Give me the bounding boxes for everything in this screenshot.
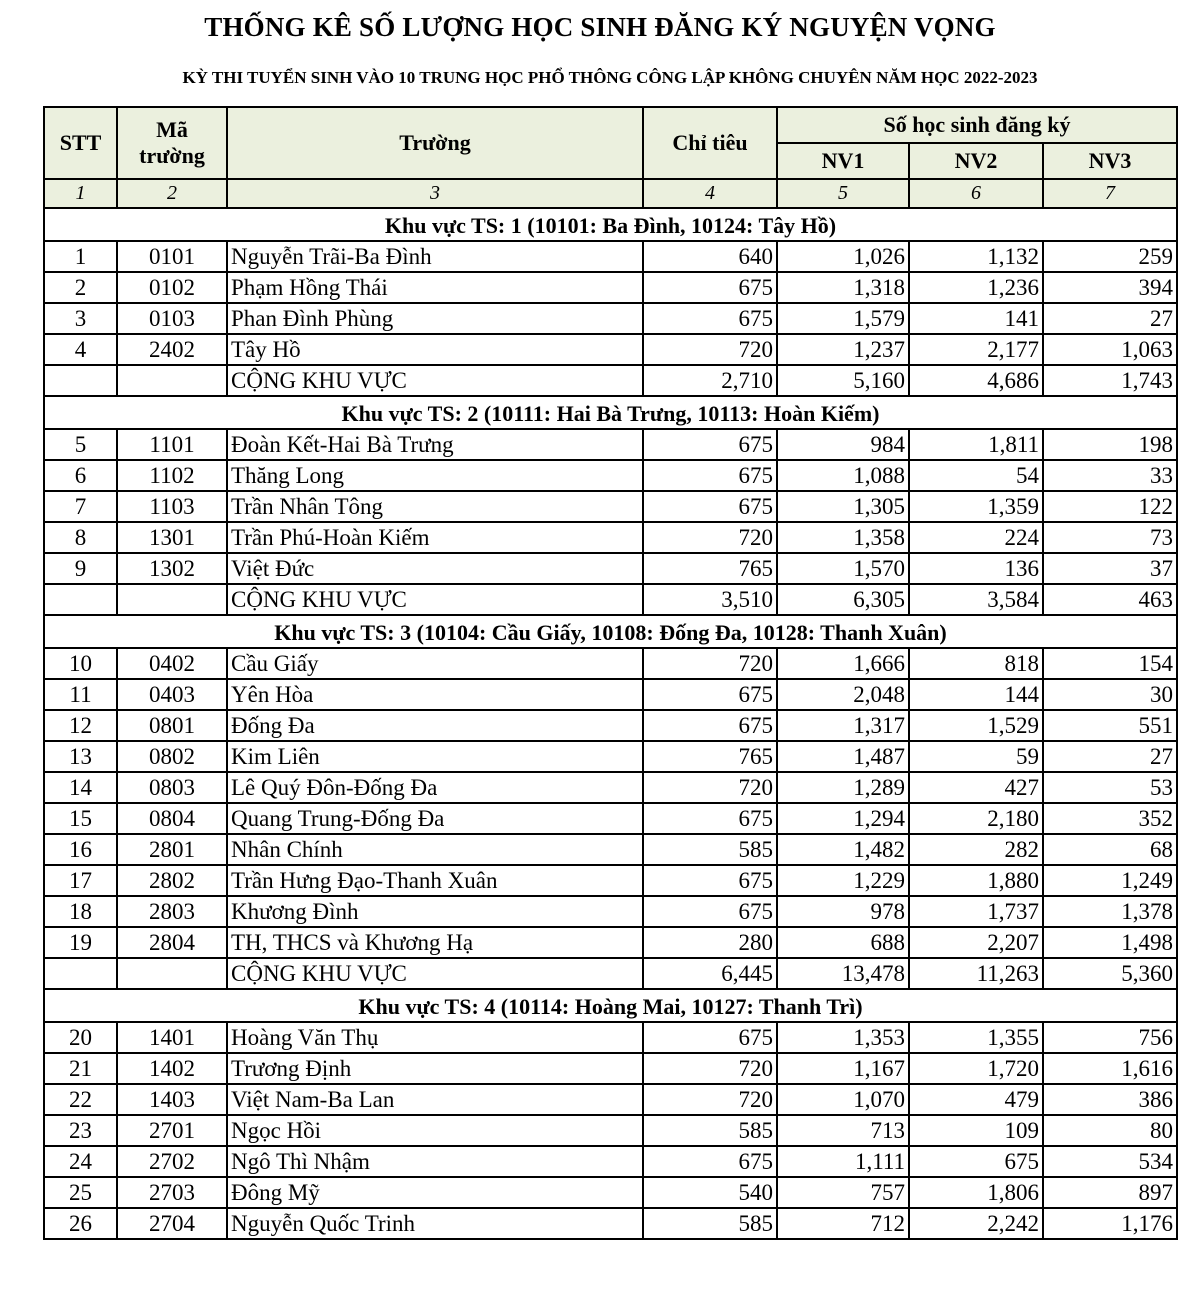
cell-nv2: 11,263 (909, 958, 1043, 989)
cell-nv2: 2,242 (909, 1208, 1043, 1239)
cell-quota: 675 (643, 429, 777, 460)
cell-school-code: 1102 (117, 460, 227, 491)
cell-school-code: 2803 (117, 896, 227, 927)
cell-school-code: 1401 (117, 1022, 227, 1053)
cell-school-code (117, 365, 227, 396)
cell-nv1: 1,088 (777, 460, 909, 491)
table-row (44, 1115, 1177, 1146)
cell-nv3: 27 (1043, 741, 1177, 772)
cell-school-code: 1402 (117, 1053, 227, 1084)
cell-stt: 17 (44, 865, 117, 896)
cell-school-name: Khương Đình (227, 896, 643, 927)
cell-nv2: 818 (909, 648, 1043, 679)
cell-quota: 540 (643, 1177, 777, 1208)
cell-school-code: 2801 (117, 834, 227, 865)
cell-nv3: 30 (1043, 679, 1177, 710)
table-body (44, 208, 1177, 1239)
cell-school-name: Cầu Giấy (227, 648, 643, 679)
cell-nv2: 1,880 (909, 865, 1043, 896)
col-number: 6 (909, 179, 1043, 208)
cell-stt: 26 (44, 1208, 117, 1239)
cell-stt: 4 (44, 334, 117, 365)
cell-nv2: 1,737 (909, 896, 1043, 927)
cell-stt: 12 (44, 710, 117, 741)
cell-stt: 1 (44, 241, 117, 272)
cell-school-name: CỘNG KHU VỰC (227, 584, 643, 615)
cell-quota: 585 (643, 1208, 777, 1239)
cell-nv1: 1,167 (777, 1053, 909, 1084)
cell-nv1: 1,289 (777, 772, 909, 803)
cell-nv3: 5,360 (1043, 958, 1177, 989)
cell-school-name: Kim Liên (227, 741, 643, 772)
cell-school-name: Thăng Long (227, 460, 643, 491)
cell-school-code: 1302 (117, 553, 227, 584)
cell-stt: 22 (44, 1084, 117, 1115)
cell-quota: 720 (643, 648, 777, 679)
cell-nv3: 68 (1043, 834, 1177, 865)
table-row (44, 491, 1177, 522)
cell-nv1: 712 (777, 1208, 909, 1239)
cell-school-name: Trần Hưng Đạo-Thanh Xuân (227, 865, 643, 896)
cell-nv2: 427 (909, 772, 1043, 803)
cell-stt: 19 (44, 927, 117, 958)
table-row (44, 803, 1177, 834)
cell-nv3: 1,743 (1043, 365, 1177, 396)
cell-stt: 11 (44, 679, 117, 710)
cell-stt (44, 958, 117, 989)
cell-quota: 585 (643, 1115, 777, 1146)
cell-quota: 675 (643, 460, 777, 491)
cell-school-code: 2804 (117, 927, 227, 958)
cell-quota: 720 (643, 1084, 777, 1115)
cell-stt: 9 (44, 553, 117, 584)
cell-nv3: 756 (1043, 1022, 1177, 1053)
table-row (44, 553, 1177, 584)
cell-stt: 10 (44, 648, 117, 679)
cell-school-code: 0103 (117, 303, 227, 334)
cell-school-code: 0803 (117, 772, 227, 803)
table-row (44, 1022, 1177, 1053)
cell-stt: 8 (44, 522, 117, 553)
cell-nv1: 1,070 (777, 1084, 909, 1115)
cell-school-name: Nhân Chính (227, 834, 643, 865)
cell-stt: 6 (44, 460, 117, 491)
table-row (44, 865, 1177, 896)
cell-stt: 7 (44, 491, 117, 522)
cell-nv3: 386 (1043, 1084, 1177, 1115)
cell-school-name: Hoàng Văn Thụ (227, 1022, 643, 1053)
cell-school-name: CỘNG KHU VỰC (227, 958, 643, 989)
cell-nv1: 1,666 (777, 648, 909, 679)
cell-school-code: 1301 (117, 522, 227, 553)
cell-nv1: 1,237 (777, 334, 909, 365)
cell-school-code: 2402 (117, 334, 227, 365)
table-row (44, 927, 1177, 958)
cell-nv1: 6,305 (777, 584, 909, 615)
cell-quota: 585 (643, 834, 777, 865)
cell-school-name: Việt Đức (227, 553, 643, 584)
cell-nv1: 1,570 (777, 553, 909, 584)
cell-nv3: 352 (1043, 803, 1177, 834)
cell-nv2: 2,180 (909, 803, 1043, 834)
cell-quota: 720 (643, 334, 777, 365)
cell-nv2: 109 (909, 1115, 1043, 1146)
cell-stt: 14 (44, 772, 117, 803)
table-row (44, 1053, 1177, 1084)
cell-nv3: 1,176 (1043, 1208, 1177, 1239)
region-header-row (44, 989, 1177, 1022)
header-nv2: NV2 (909, 143, 1043, 179)
cell-nv3: 1,616 (1043, 1053, 1177, 1084)
cell-school-name: Nguyễn Quốc Trinh (227, 1208, 643, 1239)
cell-school-name: Ngô Thì Nhậm (227, 1146, 643, 1177)
cell-nv1: 1,318 (777, 272, 909, 303)
cell-nv1: 1,294 (777, 803, 909, 834)
cell-school-code: 0403 (117, 679, 227, 710)
cell-stt: 5 (44, 429, 117, 460)
cell-school-name: Việt Nam-Ba Lan (227, 1084, 643, 1115)
cell-quota: 675 (643, 679, 777, 710)
cell-nv3: 897 (1043, 1177, 1177, 1208)
col-number: 5 (777, 179, 909, 208)
cell-school-name: Yên Hòa (227, 679, 643, 710)
page-subtitle: KỲ THI TUYỂN SINH VÀO 10 TRUNG HỌC PHỔ THÔNG CÔNG LẬP KHÔNG CHUYÊN NĂM HỌC 2022-2023 (182, 68, 1038, 87)
cell-nv1: 1,353 (777, 1022, 909, 1053)
cell-nv2: 224 (909, 522, 1043, 553)
table-row (44, 429, 1177, 460)
cell-nv2: 136 (909, 553, 1043, 584)
cell-school-name: Ngọc Hồi (227, 1115, 643, 1146)
cell-quota: 675 (643, 272, 777, 303)
table-row (44, 460, 1177, 491)
cell-nv1: 2,048 (777, 679, 909, 710)
table-row (44, 1208, 1177, 1239)
region-header-row (44, 208, 1177, 241)
cell-nv3: 1,249 (1043, 865, 1177, 896)
table-row (44, 334, 1177, 365)
cell-school-name: Trương Định (227, 1053, 643, 1084)
cell-nv2: 59 (909, 741, 1043, 772)
cell-quota: 280 (643, 927, 777, 958)
cell-school-name: Đông Mỹ (227, 1177, 643, 1208)
cell-school-code (117, 958, 227, 989)
table-row (44, 303, 1177, 334)
cell-school-name: Nguyễn Trãi-Ba Đình (227, 241, 643, 272)
cell-nv1: 978 (777, 896, 909, 927)
cell-school-code: 0801 (117, 710, 227, 741)
cell-quota: 675 (643, 896, 777, 927)
cell-nv2: 1,355 (909, 1022, 1043, 1053)
cell-nv3: 1,498 (1043, 927, 1177, 958)
cell-nv2: 1,720 (909, 1053, 1043, 1084)
cell-nv2: 1,806 (909, 1177, 1043, 1208)
header-registered: Số học sinh đăng ký (777, 107, 1177, 143)
cell-stt: 21 (44, 1053, 117, 1084)
cell-nv2: 1,359 (909, 491, 1043, 522)
cell-school-name: Trần Phú-Hoàn Kiếm (227, 522, 643, 553)
cell-stt: 13 (44, 741, 117, 772)
cell-nv1: 1,579 (777, 303, 909, 334)
cell-stt: 23 (44, 1115, 117, 1146)
col-number: 2 (117, 179, 227, 208)
cell-quota: 675 (643, 1146, 777, 1177)
page-title: THỐNG KÊ SỐ LƯỢNG HỌC SINH ĐĂNG KÝ NGUYỆN VỌNG (204, 12, 996, 42)
cell-quota: 675 (643, 1022, 777, 1053)
cell-stt: 15 (44, 803, 117, 834)
cell-school-code: 2704 (117, 1208, 227, 1239)
cell-quota: 720 (643, 772, 777, 803)
cell-school-name: Tây Hồ (227, 334, 643, 365)
cell-school-code: 1403 (117, 1084, 227, 1115)
cell-nv1: 1,229 (777, 865, 909, 896)
header-nv1: NV1 (777, 143, 909, 179)
cell-quota: 3,510 (643, 584, 777, 615)
cell-school-name: Phạm Hồng Thái (227, 272, 643, 303)
cell-nv2: 3,584 (909, 584, 1043, 615)
table-row (44, 896, 1177, 927)
cell-nv2: 2,177 (909, 334, 1043, 365)
table-row (44, 1146, 1177, 1177)
cell-nv2: 1,529 (909, 710, 1043, 741)
cell-school-name: Trần Nhân Tông (227, 491, 643, 522)
col-number: 7 (1043, 179, 1177, 208)
region-title: Khu vực TS: 2 (10111: Hai Bà Trưng, 10113: Hoàn Kiếm) (44, 396, 1177, 429)
header-school-code: Mã trường (117, 107, 227, 179)
header-quota: Chỉ tiêu (643, 107, 777, 179)
cell-nv3: 534 (1043, 1146, 1177, 1177)
cell-school-code: 0102 (117, 272, 227, 303)
cell-quota: 2,710 (643, 365, 777, 396)
cell-nv2: 144 (909, 679, 1043, 710)
cell-quota: 675 (643, 491, 777, 522)
region-title: Khu vực TS: 4 (10114: Hoàng Mai, 10127: Thanh Trì) (44, 989, 1177, 1022)
cell-quota: 6,445 (643, 958, 777, 989)
cell-nv1: 13,478 (777, 958, 909, 989)
cell-nv2: 282 (909, 834, 1043, 865)
cell-nv3: 1,378 (1043, 896, 1177, 927)
col-number: 3 (227, 179, 643, 208)
table-row (44, 522, 1177, 553)
cell-stt: 18 (44, 896, 117, 927)
region-total-row (44, 584, 1177, 615)
cell-nv1: 688 (777, 927, 909, 958)
cell-school-code: 1101 (117, 429, 227, 460)
cell-nv2: 1,811 (909, 429, 1043, 460)
cell-school-code: 0802 (117, 741, 227, 772)
cell-stt (44, 365, 117, 396)
cell-nv1: 1,026 (777, 241, 909, 272)
region-total-row (44, 958, 1177, 989)
header-stt: STT (44, 107, 117, 179)
cell-stt: 24 (44, 1146, 117, 1177)
cell-quota: 640 (643, 241, 777, 272)
cell-school-name: Lê Quý Đôn-Đống Đa (227, 772, 643, 803)
cell-school-code: 2703 (117, 1177, 227, 1208)
table-row (44, 1084, 1177, 1115)
region-title: Khu vực TS: 1 (10101: Ba Đình, 10124: Tây Hồ) (44, 208, 1177, 241)
cell-nv3: 33 (1043, 460, 1177, 491)
cell-nv3: 27 (1043, 303, 1177, 334)
cell-nv2: 1,132 (909, 241, 1043, 272)
cell-school-code: 2702 (117, 1146, 227, 1177)
cell-stt: 16 (44, 834, 117, 865)
cell-quota: 675 (643, 865, 777, 896)
cell-nv3: 259 (1043, 241, 1177, 272)
cell-school-name: Phan Đình Phùng (227, 303, 643, 334)
cell-nv1: 1,482 (777, 834, 909, 865)
table-row (44, 710, 1177, 741)
cell-nv2: 675 (909, 1146, 1043, 1177)
cell-nv3: 1,063 (1043, 334, 1177, 365)
cell-school-code (117, 584, 227, 615)
cell-nv1: 1,111 (777, 1146, 909, 1177)
cell-nv1: 5,160 (777, 365, 909, 396)
cell-quota: 720 (643, 522, 777, 553)
cell-nv1: 1,487 (777, 741, 909, 772)
cell-nv2: 479 (909, 1084, 1043, 1115)
cell-quota: 675 (643, 303, 777, 334)
cell-nv2: 54 (909, 460, 1043, 491)
cell-nv2: 1,236 (909, 272, 1043, 303)
header-school: Trường (227, 107, 643, 179)
cell-stt: 2 (44, 272, 117, 303)
cell-school-code: 0804 (117, 803, 227, 834)
cell-nv1: 1,305 (777, 491, 909, 522)
cell-quota: 765 (643, 553, 777, 584)
region-header-row (44, 396, 1177, 429)
cell-nv3: 551 (1043, 710, 1177, 741)
cell-nv1: 984 (777, 429, 909, 460)
cell-nv1: 713 (777, 1115, 909, 1146)
cell-nv3: 73 (1043, 522, 1177, 553)
cell-nv2: 2,207 (909, 927, 1043, 958)
cell-nv2: 4,686 (909, 365, 1043, 396)
header-nv3: NV3 (1043, 143, 1177, 179)
cell-school-code: 2802 (117, 865, 227, 896)
cell-school-name: Đoàn Kết-Hai Bà Trưng (227, 429, 643, 460)
region-title: Khu vực TS: 3 (10104: Cầu Giấy, 10108: Đống Đa, 10128: Thanh Xuân) (44, 615, 1177, 648)
table-row (44, 834, 1177, 865)
cell-school-name: Đống Đa (227, 710, 643, 741)
cell-nv3: 37 (1043, 553, 1177, 584)
cell-school-code: 2701 (117, 1115, 227, 1146)
cell-quota: 675 (643, 710, 777, 741)
table-row (44, 272, 1177, 303)
region-header-row (44, 615, 1177, 648)
cell-school-code: 0402 (117, 648, 227, 679)
table-row (44, 741, 1177, 772)
table-row (44, 772, 1177, 803)
cell-quota: 720 (643, 1053, 777, 1084)
registration-table (43, 106, 1178, 1240)
cell-nv3: 394 (1043, 272, 1177, 303)
cell-nv2: 141 (909, 303, 1043, 334)
cell-nv1: 757 (777, 1177, 909, 1208)
cell-stt (44, 584, 117, 615)
cell-stt: 25 (44, 1177, 117, 1208)
cell-nv3: 80 (1043, 1115, 1177, 1146)
cell-school-name: TH, THCS và Khương Hạ (227, 927, 643, 958)
cell-school-name: CỘNG KHU VỰC (227, 365, 643, 396)
cell-nv3: 122 (1043, 491, 1177, 522)
col-number: 1 (44, 179, 117, 208)
cell-nv1: 1,358 (777, 522, 909, 553)
cell-quota: 765 (643, 741, 777, 772)
cell-nv3: 198 (1043, 429, 1177, 460)
table-row (44, 648, 1177, 679)
cell-stt: 3 (44, 303, 117, 334)
cell-nv3: 154 (1043, 648, 1177, 679)
cell-school-code: 1103 (117, 491, 227, 522)
cell-nv1: 1,317 (777, 710, 909, 741)
col-number: 4 (643, 179, 777, 208)
cell-stt: 20 (44, 1022, 117, 1053)
cell-nv3: 53 (1043, 772, 1177, 803)
table-row (44, 1177, 1177, 1208)
cell-nv3: 463 (1043, 584, 1177, 615)
cell-school-code: 0101 (117, 241, 227, 272)
cell-school-name: Quang Trung-Đống Đa (227, 803, 643, 834)
cell-quota: 675 (643, 803, 777, 834)
table-row (44, 679, 1177, 710)
region-total-row (44, 365, 1177, 396)
table-row (44, 241, 1177, 272)
